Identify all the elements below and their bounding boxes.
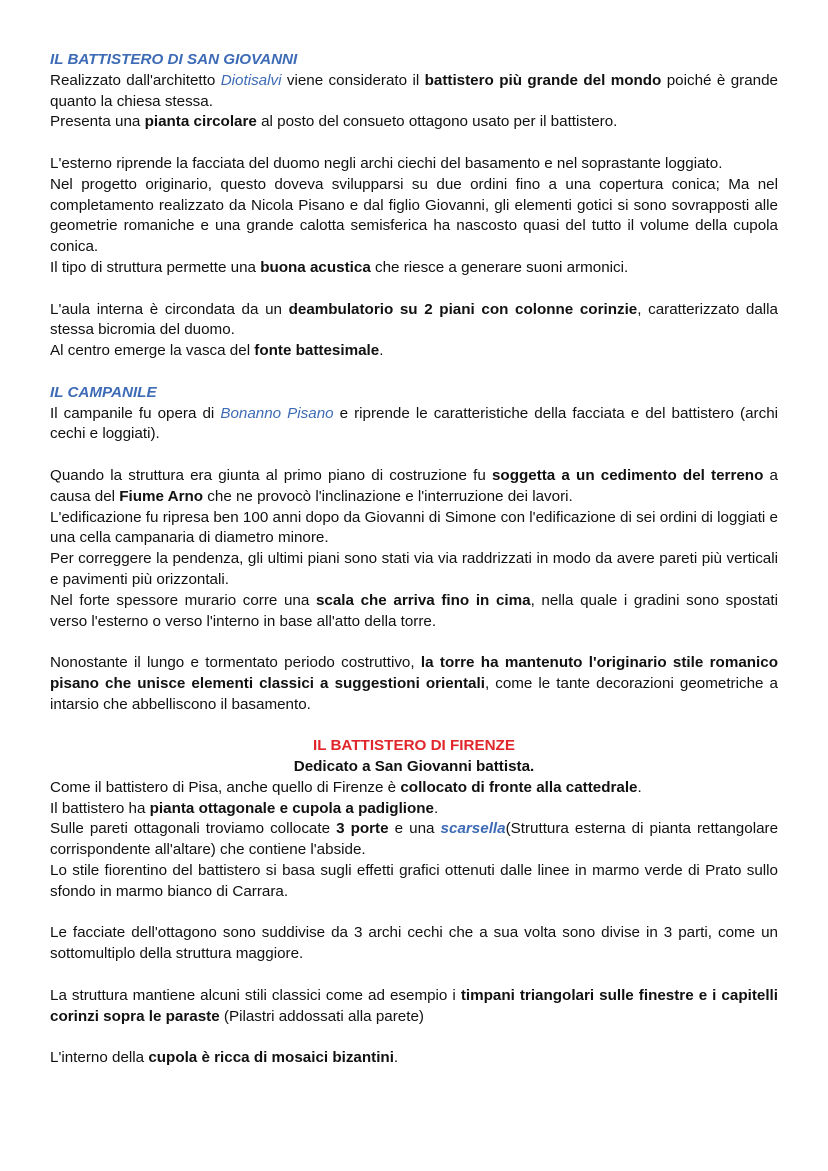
paragraph — [50, 300, 778, 342]
bold-text: fonte battesimale — [254, 342, 380, 360]
text: . — [434, 799, 439, 817]
text: che ne provocò l'inclinazione e l'interruzione dei lavori. — [203, 487, 573, 505]
text: viene considerato il — [281, 71, 425, 89]
text: Il tipo di struttura permette una — [50, 258, 261, 276]
text: . — [637, 778, 642, 796]
paragraph — [50, 1048, 778, 1069]
section-title: IL BATTISTERO DI SAN GIOVANNI — [50, 51, 298, 68]
bold-text: pianta ottagonale e cupola a padiglione — [149, 799, 435, 817]
term-scarsella: scarsella — [440, 820, 506, 838]
text: Al centro emerge la vasca del — [50, 342, 255, 360]
paragraph: Lo stile fiorentino del battistero si basa sugli effetti grafici ottenuti dalle linee in marmo verde di Prato sullo sfondo in marmo bianco di Carrara. — [50, 862, 778, 900]
text: (Pilastri addossati alla parete) — [219, 1007, 424, 1025]
text: La struttura mantiene alcuni stili classici come ad esempio i — [50, 986, 461, 1004]
bold-text: Fiume Arno — [119, 487, 204, 505]
text: e una — [388, 820, 441, 838]
paragraph — [50, 799, 778, 820]
text: Presenta una — [50, 113, 145, 131]
architect-name: Diotisalvi — [220, 71, 282, 89]
section-campanile — [50, 383, 778, 716]
bold-text: pianta circolare — [144, 113, 257, 131]
paragraph: Nel progetto originario, questo doveva svilupparsi su due ordini fino a una copertura conica; Ma nel completamento realizzato da Nicola Pisano e dal figlio Giovanni, gli elementi gotici si sono sovrapposti alle geometrie romaniche e una grande calotta semisferica ha nascosto quasi del tutto il volume della cupola conica. — [50, 175, 778, 256]
bold-text: scala che arriva fino in cima — [315, 591, 531, 609]
paragraph — [50, 341, 778, 362]
paragraph — [50, 112, 778, 133]
text: Nel forte spessore murario corre una — [50, 591, 316, 609]
architect-name: Bonanno Pisano — [220, 404, 334, 422]
text: L'aula interna è circondata da un — [50, 300, 289, 318]
text: . — [379, 342, 384, 360]
text: , nella quale i gradini sono spostati verso l'esterno o verso l'interno in base all'atto della torre. — [50, 591, 778, 630]
paragraph — [50, 71, 778, 113]
text: (Struttura esterna di pianta rettangolare corrispondente all'altare) che contiene l'abside. — [50, 820, 779, 859]
text: Quando la struttura era giunta al primo piano di costruzione fu — [50, 466, 492, 484]
text: poiché è grande quanto la chiesa stessa. — [50, 71, 778, 110]
bold-text: cupola è ricca di mosaici bizantini — [148, 1049, 394, 1067]
paragraph — [50, 591, 778, 633]
section-pisa-baptistery — [50, 50, 778, 362]
bold-text: deambulatorio su 2 piani con colonne corinzie — [288, 300, 638, 318]
text: Come il battistero di Pisa, anche quello di Firenze è — [50, 778, 401, 796]
text: , come le tante decorazioni geometriche a intarsio che abbelliscono il basamento. — [50, 674, 778, 713]
text: Realizzato dall'architetto — [50, 71, 221, 89]
section-florence-baptistery — [50, 736, 778, 1069]
text: al posto del consueto ottagono usato per il battistero. — [256, 113, 618, 131]
paragraph — [50, 404, 778, 446]
section-title: IL CAMPANILE — [50, 383, 157, 401]
text: a causa del — [50, 466, 778, 505]
bold-text: soggetta a un cedimento del terreno — [491, 466, 764, 484]
paragraph — [50, 778, 778, 799]
section-title: IL BATTISTERO DI FIRENZE — [313, 737, 515, 755]
paragraph: L'edificazione fu ripresa ben 100 anni dopo da Giovanni di Simone con l'edificazione di sei ordini di loggiati e una cella campanaria di diametro minore. — [50, 508, 778, 547]
paragraph — [50, 466, 778, 508]
bold-text: 3 porte — [336, 820, 389, 838]
text: L'interno della — [50, 1049, 149, 1067]
paragraph: L'esterno riprende la facciata del duomo negli archi ciechi del basamento e nel soprastante loggiato. — [50, 154, 723, 172]
text: Nonostante il lungo e tormentato periodo costruttivo, — [50, 654, 421, 672]
bold-text: timpani triangolari sulle finestre e i capitelli corinzi sopra le paraste — [50, 986, 778, 1025]
text: Il battistero ha — [50, 799, 150, 817]
bold-text: battistero più grande del mondo — [424, 71, 662, 89]
bold-text: buona acustica — [260, 258, 371, 276]
text: Il campanile fu opera di — [50, 404, 221, 422]
paragraph: Per correggere la pendenza, gli ultimi piani sono stati via via raddrizzati in modo da avere pareti più verticali e pavimenti più orizzontali. — [50, 550, 778, 588]
text: Sulle pareti ottagonali troviamo collocate — [50, 820, 337, 838]
bold-text: la torre ha mantenuto l'originario stile romanico pisano che unisce elementi classici a suggestioni orientali — [50, 654, 778, 692]
paragraph — [50, 258, 778, 279]
text: e riprende le caratteristiche della facciata e del battistero (archi cechi e loggiati). — [50, 404, 779, 443]
paragraph: Le facciate dell'ottagono sono suddivise da 3 archi cechi che a sua volta sono divise in 3 parti, come un sottomultiplo della struttura maggiore. — [50, 924, 778, 963]
paragraph — [50, 653, 778, 715]
paragraph — [50, 986, 778, 1028]
text: . — [393, 1049, 399, 1067]
paragraph — [50, 819, 778, 861]
section-subtitle: Dedicato a San Giovanni battista. — [293, 758, 535, 776]
bold-text: collocato di fronte alla cattedrale — [400, 778, 638, 796]
text: che riesce a generare suoni armonici. — [370, 258, 629, 276]
text: , caratterizzato dalla stessa bicromia del duomo. — [50, 300, 778, 339]
